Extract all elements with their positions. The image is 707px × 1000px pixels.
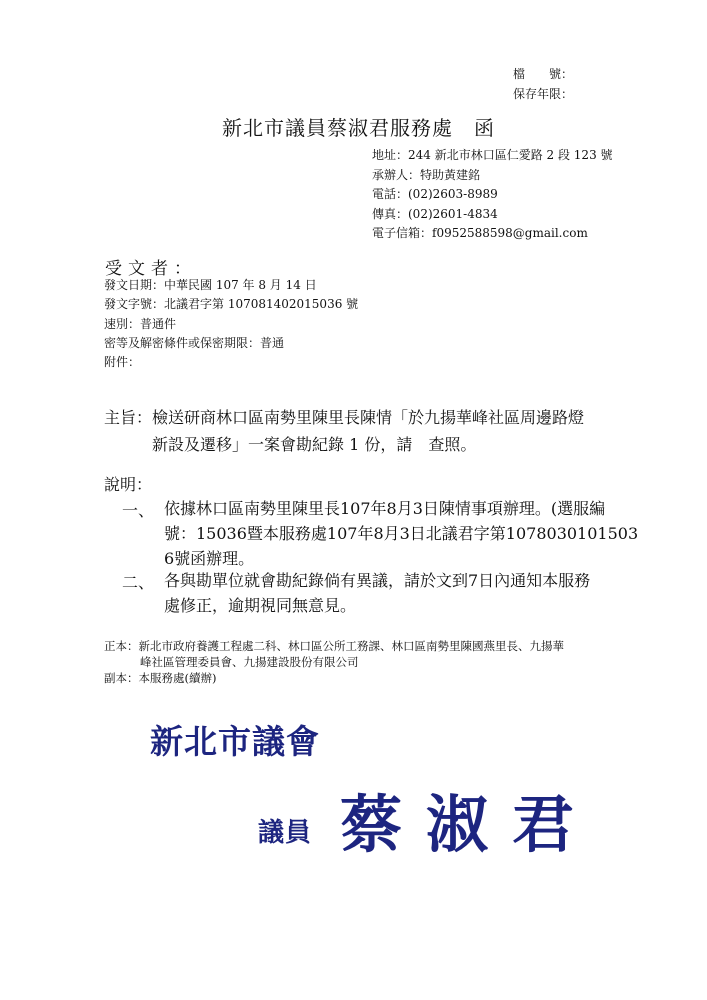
council-seal-text: 新北市議會 bbox=[150, 722, 320, 761]
item-line: 各與勘單位就會勘紀錄倘有異議，請於文到7日內通知本服務 bbox=[164, 571, 591, 590]
main-recipients-line-2: 峰社區管理委員會、九揚建設股份有限公司 bbox=[140, 655, 359, 669]
councilor-title-seal: 議員 bbox=[258, 818, 313, 848]
item-number: 一、 bbox=[122, 501, 155, 520]
item-number: 二、 bbox=[122, 573, 155, 592]
meta-block bbox=[104, 276, 358, 372]
speed-class: 速別：普通件 bbox=[104, 316, 177, 331]
issue-date: 發文日期：中華民國 107 年 8 月 14 日 bbox=[104, 278, 317, 292]
contact-handler: 承辦人：特助黃建銘 bbox=[372, 167, 481, 182]
contact-email: 電子信箱：f0952588598@gmail.com bbox=[372, 226, 588, 240]
contact-phone: 電話：(02)2603-8989 bbox=[372, 187, 498, 201]
list-item bbox=[164, 496, 638, 571]
item-line: 6號函辦理。 bbox=[164, 549, 255, 568]
item-line: 號：15036暨本服務處107年8月3日北議君字第1078030101503 bbox=[164, 524, 639, 543]
secrecy-level: 密等及解密條件或保密期限：普通 bbox=[104, 335, 285, 350]
attachment-label: 附件： bbox=[104, 355, 141, 370]
subject-line-2: 新設及遷移」一案會勘紀錄 1 份，請 查照。 bbox=[152, 435, 477, 454]
contact-fax: 傳真：(02)2601-4834 bbox=[372, 206, 498, 221]
councilor-name-seal: 蔡淑君 bbox=[340, 788, 599, 861]
list-item bbox=[164, 568, 590, 618]
retention-period-label: 保存年限： bbox=[513, 87, 574, 101]
contact-address: 地址：244 新北市林口區仁愛路 2 段 123 號 bbox=[372, 148, 613, 162]
recipient-label: 受文者： bbox=[105, 259, 197, 279]
subject-line-1: 檢送研商林口區南勢里陳里長陳情「於九揚華峰社區周邊路燈 bbox=[152, 408, 585, 427]
document-number: 發文字號：北議君字第 107081402015036 號 bbox=[104, 297, 359, 312]
item-line: 處修正，逾期視同無意見。 bbox=[164, 596, 357, 615]
item-line: 依據林口區南勢里陳里長107年8月3日陳情事項辦理。(選服編 bbox=[164, 499, 606, 518]
subject-label: 主旨： bbox=[104, 408, 153, 427]
document-title: 新北市議員蔡淑君服務處 函 bbox=[222, 116, 495, 140]
explanation-label: 說明： bbox=[104, 475, 153, 494]
contact-block bbox=[372, 146, 613, 244]
file-number-label: 檔 號： bbox=[513, 67, 574, 81]
main-recipients-line-1: 正本：新北市政府養護工程處二科、林口區公所工務課、林口區南勢里陳國燕里長、九揚華 bbox=[104, 639, 564, 653]
copy-recipients: 副本：本服務處(續辦) bbox=[104, 671, 217, 685]
